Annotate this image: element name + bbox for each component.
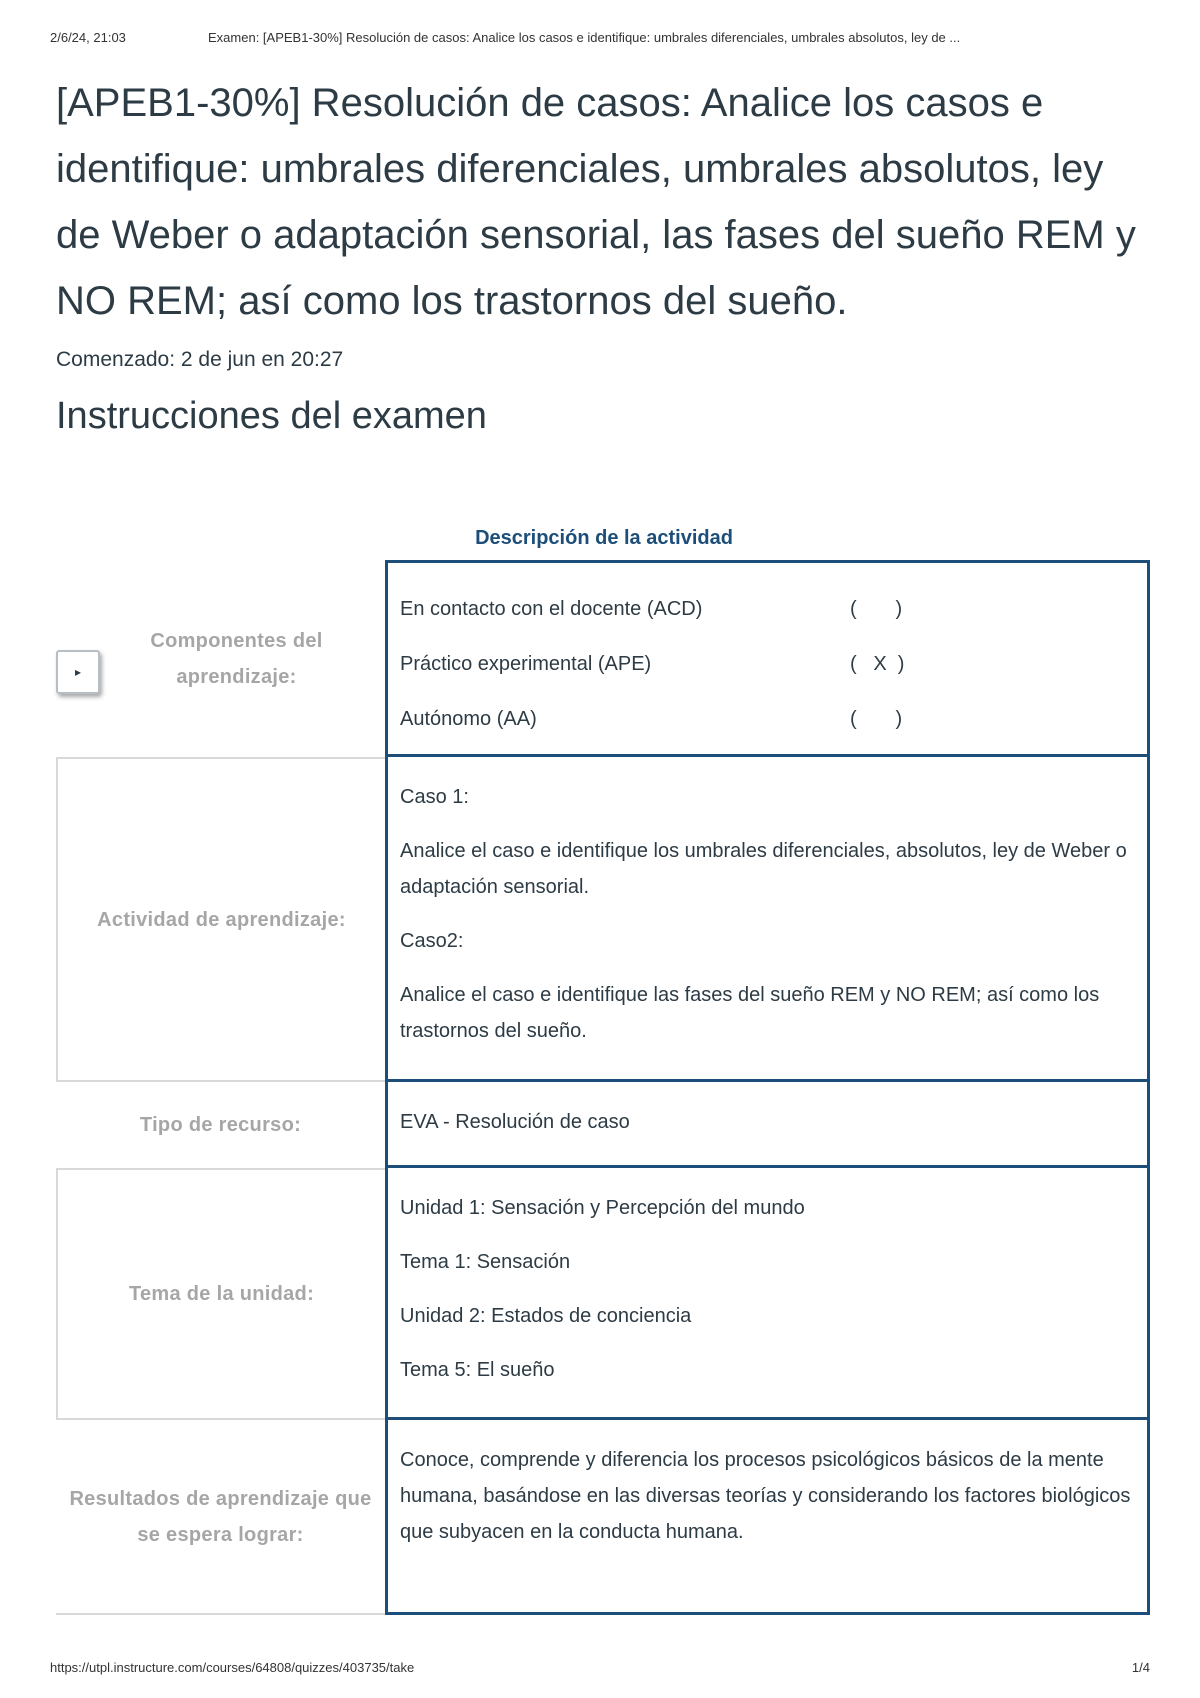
component-name: En contacto con el docente (ACD) bbox=[400, 597, 703, 620]
resource-label: Tipo de recurso: bbox=[139, 1114, 302, 1136]
table-row-activity bbox=[56, 757, 1150, 1082]
activity-line: Analice el caso e identifique las fases del sueño REM y NO REM; así como los trastornos del sueño. bbox=[400, 984, 1100, 1042]
table-row-topic bbox=[56, 1168, 1150, 1420]
quiz-header bbox=[56, 70, 1156, 440]
activity-description-table bbox=[56, 560, 1150, 1615]
component-mark: ( X ) bbox=[850, 652, 905, 675]
print-date: 2/6/24, 21:03 bbox=[50, 30, 126, 45]
topic-line: Unidad 2: Estados de conciencia bbox=[400, 1305, 692, 1327]
print-doc-title: Examen: [APEB1-30%] Resolución de casos: Analice los casos e identifique: umbrales diferenciales, umbrales absolutos, ley de ... bbox=[208, 30, 961, 45]
print-header bbox=[50, 30, 1150, 50]
components-value bbox=[385, 560, 1150, 757]
instructions-heading: Instrucciones del examen bbox=[56, 395, 487, 437]
print-footer bbox=[50, 1660, 1150, 1680]
activity-line: Analice el caso e identifique los umbrales diferenciales, absolutos, ley de Weber o adaptación sensorial. bbox=[400, 840, 1127, 898]
table-caption: Descripción de la actividad bbox=[475, 527, 733, 549]
activity-label: Actividad de aprendizaje: bbox=[56, 757, 385, 1082]
component-mark: ( ) bbox=[850, 707, 903, 730]
print-page-number: 1/4 bbox=[1131, 1660, 1150, 1675]
components-label: Componentes del aprendizaje: bbox=[150, 629, 323, 688]
activity-line: Caso 1: bbox=[400, 786, 469, 808]
quiz-title: [APEB1-30%] Resolución de casos: Analice los casos e identifique: umbrales diferenciales, umbrales absolutos, ley de Weber o adaptación sensorial, las fases del sueño REM y NO REM; así como los trastornos del sueño. bbox=[56, 81, 1136, 323]
topic-label: Tema de la unidad: bbox=[56, 1168, 385, 1420]
print-url: https://utpl.instructure.com/courses/64808/quizzes/403735/take bbox=[50, 1660, 415, 1675]
topic-line: Tema 1: Sensación bbox=[400, 1251, 571, 1273]
component-mark: ( ) bbox=[850, 597, 903, 620]
outcomes-label: Resultados de aprendizaje que se espera lograr: bbox=[56, 1420, 385, 1615]
component-item bbox=[400, 581, 1137, 636]
play-triangle-icon: ▸ bbox=[74, 665, 82, 679]
component-item bbox=[400, 691, 1137, 746]
table-row-components bbox=[56, 560, 1150, 757]
topic-line: Tema 5: El sueño bbox=[400, 1359, 555, 1381]
component-name: Práctico experimental (APE) bbox=[400, 652, 652, 675]
outcomes-value: Conoce, comprende y diferencia los procesos psicológicos básicos de la mente humana, basándose en las diversas teorías y considerando los factores biológicos que subyacen en la conducta humana. bbox=[385, 1420, 1150, 1615]
component-name: Autónomo (AA) bbox=[400, 707, 537, 730]
expand-button[interactable] bbox=[56, 650, 100, 694]
activity-line: Caso2: bbox=[400, 930, 464, 952]
started-timestamp: Comenzado: 2 de jun en 20:27 bbox=[56, 348, 344, 371]
topic-line: Unidad 1: Sensación y Percepción del mundo bbox=[400, 1197, 805, 1219]
table-row-outcomes bbox=[56, 1420, 1150, 1615]
topic-value bbox=[385, 1168, 1150, 1420]
resource-value: EVA - Resolución de caso bbox=[385, 1082, 1150, 1168]
component-item bbox=[400, 636, 1137, 691]
table-row-resource bbox=[56, 1082, 1150, 1168]
activity-value bbox=[385, 757, 1150, 1082]
